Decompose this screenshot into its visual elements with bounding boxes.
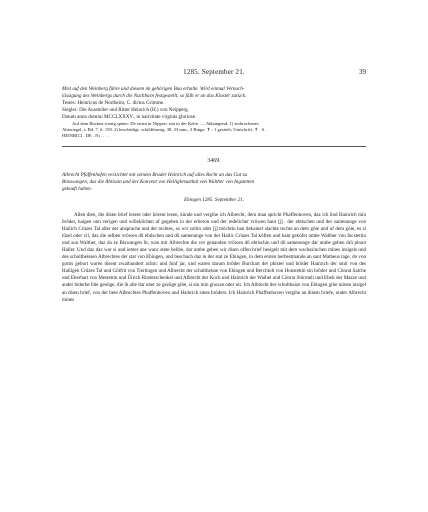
document-number: 3469. — [207, 158, 221, 164]
running-header — [62, 68, 366, 78]
testes-line: Testes: Heinricus de Northeim, C. dictus Grimme. — [62, 99, 165, 106]
page-number: 39 — [359, 68, 366, 76]
place-and-date: Ebingen 1285. September 21. — [183, 197, 245, 203]
regest-line: Mist auf den Weinberg führe und diesem im gehörigen Bau erhalte. Wird einmal Vernach- — [62, 86, 245, 92]
previous-document-ending — [62, 86, 366, 139]
section-divider — [62, 146, 366, 147]
body-paragraph: Allen dien, die disen brief lesent oder hôrent lesen, künde und vergihe ich Albrecht, dem man spricht Phaffenhoven, daz ich ûnd Hainrich min brôder, haigen unn verigen und willeklichen uf gegeben in der erberon und der redelicher vrôwen hant [j] . der ebtischen und der samenunge von Hailich Crùzes Tal aller der ansprache und der rechtes, so wir soltin oder [j] môchtin han dekainer slachte rechte an dem gôte und uf dem gôte, es si lûzel oder vil, daz die selben vrôwen dû ebtischen und dû samenunge von der Hailic Crùzes Tal kôften und hant gekôfet umbe Walther von Incstettin und sun Walther, daz da ze Biswangen lit, wan mir Albrechte die vor genanden vrôwen dû ebtischin und dû samenunge dar umbe geben drû phunt Haller. Und daz daz war si und iemer ane wanc stete belibe, dar umbe geben wir disen offen brief besigelt mit dem wachssinchen mines insigels und des schultheissen Albrechtes der stat von Ebingen, und beschach daz in der stat ze Ebingen, in dem ersten herbestmande an sant Matheus tage, do von gottis geburt waren tûsent zwaihundert achtic und funf jar, und waren darum brôder Burchart der phister und brôder Hainrich der smit von des Hailigen Crûzes Tal und Gôtfrit von Tiertingen und Albrecht der schultheisse von Ebingen und Berchtolt von Honstettin sin brôder und Cônrat Salche und Eberhart von Mestettin und Ûlrich Rinderschenkel und Albrecht der Koch und Hainrich der Waibel und Cônrat Stürmeli und Ebeli der Mazze und ander biderbe lûte genûge, die ih alle dar uber ze gezûge gibe, si sin min gnozze oder nit. Ich Albrecht der schulthaize von Ebingen gibe minen insigel an disen brief, von der bete Albrechtes Phaffenhoven und Hainrich sines brôders. Ich Hainrich Phaffenhoven vergihe an disem briefe, under Albrecht mines — [62, 212, 366, 303]
datum-line: Datum anno domini MCCLXXXV., in nativitate virginis gloriose. — [62, 113, 197, 120]
document-summary — [62, 172, 366, 193]
summary-line: Albrecht Pfaffenhofen verzichtet mit seinem Bruder Heinrich auf alles Recht an das Gut zu — [62, 172, 247, 178]
document-body — [62, 212, 366, 304]
siegler-line: Siegler: Die Aussteller und Ritter Heinrich (H.) von Neipperg. — [62, 106, 189, 113]
note-line: HEINRICI . DE . Ni . . . . — [62, 132, 109, 138]
note-line: Abtssiegel, s. Bd. 7, S. 159. 2) beschädigt, schildförmig, 38, 33 mm., 3 Ringe, ✝ : 1 gestielt; Umschrift: ✝ . S . — [62, 126, 267, 132]
summary-line: Binswangen, das die Äbtissin und der Konvent von Heiligkreuzthal von Walther von Ingstetten — [62, 178, 255, 185]
summary-line: gekauft haben. — [62, 185, 92, 192]
regest-line: lässigung des Weinbergs durch die Nachbarn festgestellt, so fällt er an das Kloster zurück. — [62, 92, 247, 99]
running-title: 1285. September 21. — [183, 68, 245, 76]
note-line: Auf dem Rücken wenig später: De vinea in Nipperc sita in der Kelre. — Abhangend: 1) zerbrochenes — [72, 120, 259, 126]
